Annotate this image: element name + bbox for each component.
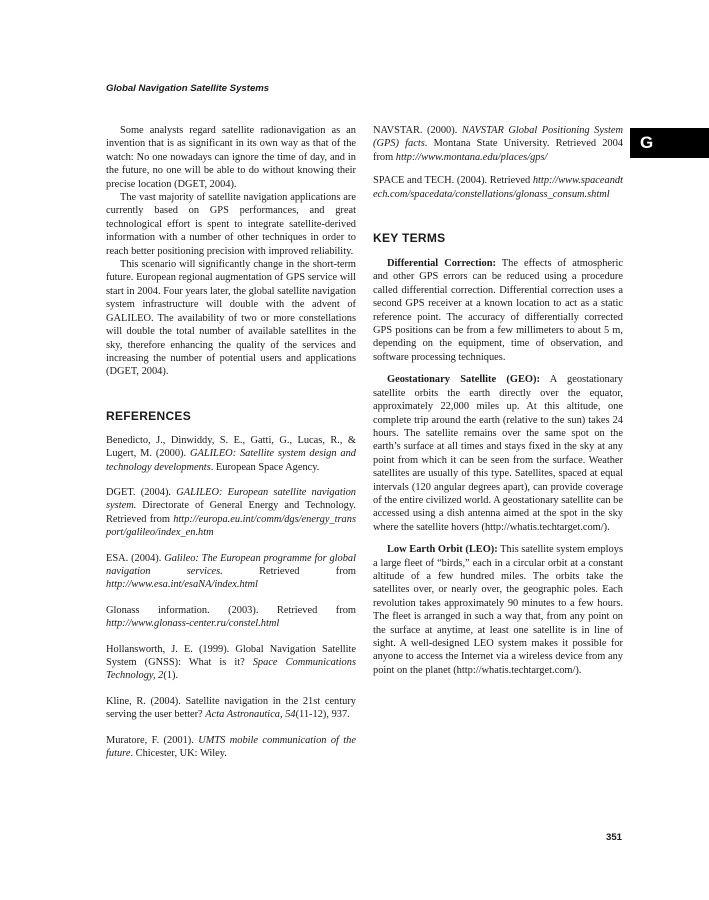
reference-url[interactable]: http://www.glonass-center.ru/constel.html	[106, 618, 280, 630]
key-term-definition: The effects of atmospheric and other GPS errors can be reduced using a procedure called differential correction. Differential correction uses a second GPS receiver at a known location to act as a static reference point. The accuracy of differentially corrected GPS positions can be from a few millimeters to about 5 m, depending on the equipment, time of observation, and software processing techniques.	[373, 258, 623, 363]
reference-title: UMTS mobile communication of the future	[106, 734, 356, 760]
body-paragraph: This scenario will significantly change in the short-term future. European regional augmentation of GPS service will start in 2004. Four years later, the global satellite navigation system infrastructure will double with the advent of GALILEO. The availability of two or more constellations will double the total number of available satellites in the sky, therefore enhancing the quality of the services and increasing the number of potential users and applications (DGET, 2004).	[106, 259, 356, 378]
key-term-name: Geostationary Satellite (GEO):	[387, 374, 540, 386]
reference-text: ESA. (2004).	[106, 552, 165, 564]
reference-text: SPACE and TECH. (2004). Retrieved	[373, 175, 533, 187]
body-paragraph: Some analysts regard satellite radionavigation as an invention that is as significant in its own way as that of the watch: No one nowadays can ignore the time of day, and in the future, no one will be able to do without knowing their precise location (DGET, 2004).	[106, 125, 356, 190]
reference-text: DGET. (2004).	[106, 486, 177, 498]
reference-text: . European Space Agency.	[210, 461, 320, 473]
reference-title: Space Communications Technology, 2	[106, 657, 356, 682]
reference-entry	[106, 643, 356, 683]
body-paragraph: The vast majority of satellite navigation applications are currently based on GPS performances, and great technological effort is spent to integrate satellite-derived information with a number of other techniques in order to reach better positioning precision with improved reliability.	[106, 192, 356, 257]
reference-entry	[373, 174, 623, 201]
running-header: Global Navigation Satellite Systems	[106, 83, 270, 94]
key-terms-heading: KEY TERMS	[373, 231, 446, 246]
reference-text: (11-12), 937.	[295, 709, 350, 721]
page-number: 351	[606, 832, 623, 843]
reference-text: (1).	[163, 670, 179, 682]
reference-text: NAVSTAR. (2000).	[373, 125, 462, 136]
reference-title: GALILEO: European satellite navigation system.	[106, 486, 356, 512]
section-thumb-tab: G	[630, 128, 709, 158]
reference-entry	[106, 434, 356, 474]
reference-entry	[106, 604, 356, 631]
references-heading: REFERENCES	[106, 408, 192, 423]
reference-text: Directorate of General Energy and Technology. Retrieved from	[106, 500, 356, 525]
key-term-entry	[373, 373, 623, 534]
reference-url[interactable]: http://europa.eu.int/comm/dgs/energy_transport/galileo/index_en.htm	[106, 513, 356, 539]
key-term-entry	[373, 257, 623, 364]
reference-text: Benedicto, J., Dinwiddy, S. E., Gatti, G., Lucas, R., & Lugert, M. (2000).	[106, 434, 356, 460]
reference-text: . Chicester, UK: Wiley.	[130, 748, 227, 760]
reference-entry	[106, 695, 356, 722]
reference-title: Galileo: The European programme for global navigation services.	[106, 552, 357, 577]
reference-text: Muratore, F. (2001).	[106, 734, 199, 746]
reference-title: GALILEO: Satellite system design and technology developments	[106, 448, 356, 473]
reference-text: Glonass information. (2003). Retrieved from	[106, 604, 356, 616]
reference-text: Hollansworth, J. E. (1999). Global Navigation Satellite System (GNSS): What is it?	[106, 643, 356, 668]
key-term-definition: A geostationary satellite orbits the earth directly over the equator, approximately 22,000 miles up. At this altitude, one complete trip around the earth (relative to the sun) takes 24 hours. The satellite remains over the same spot on the earth’s surface at all times and stays fixed in the sky at any point from which it can be seen from the surface. Weather satellites are usually of this type. Satellites, spaced at equal intervals (120 angular degrees apart), can provide coverage of the entire civilized world. A geostationary satellite can be accessed using a dish antenna aimed at the spot in the sky where the satellite hovers (http://whatis.techtarget.com/).	[373, 374, 623, 533]
key-term-entry	[373, 543, 623, 677]
reference-url[interactable]: http://www.montana.edu/places/gps/	[395, 151, 548, 163]
reference-text: Kline, R. (2004). Satellite navigation in the 21st century serving the user better?	[106, 695, 356, 721]
right-column	[373, 124, 623, 677]
reference-text: . Montana State University. Retrieved 2004 from	[373, 138, 623, 163]
left-column	[106, 124, 356, 760]
key-term-name: Differential Correction:	[387, 258, 496, 270]
reference-text: Retrieved from	[222, 565, 356, 577]
reference-entry	[106, 486, 356, 540]
reference-title: Acta Astronautica, 54	[205, 709, 296, 721]
reference-url[interactable]: http://www.spaceandtech.com/spacedata/constellations/glonass_consum.shtml	[373, 175, 623, 200]
reference-entry	[106, 734, 356, 761]
key-terms-list	[373, 257, 623, 677]
references-list	[106, 434, 356, 761]
reference-entry	[106, 552, 356, 592]
key-term-definition: This satellite system employs a large fleet of “birds,” each in a circular orbit at a constant altitude of a few hundred miles. The orbits take the satellites over, or nearly over, the geographic poles. Each revolution takes approximately 90 minutes to a few hours. The fleet is arranged in such a way that, from any point on the surface at anytime, at least one satellite is in line of sight. A well-designed LEO system makes it possible for anyone to access the Internet via a wireless device from any point on the planet (http://whatis.techtarget.com/).	[373, 544, 623, 676]
reference-title: NAVSTAR Global Positioning System (GPS) facts	[373, 125, 623, 150]
reference-entry	[373, 124, 623, 164]
reference-url[interactable]: http://www.esa.int/esaNA/index.html	[106, 579, 258, 591]
key-term-name: Low Earth Orbit (LEO):	[387, 544, 498, 556]
